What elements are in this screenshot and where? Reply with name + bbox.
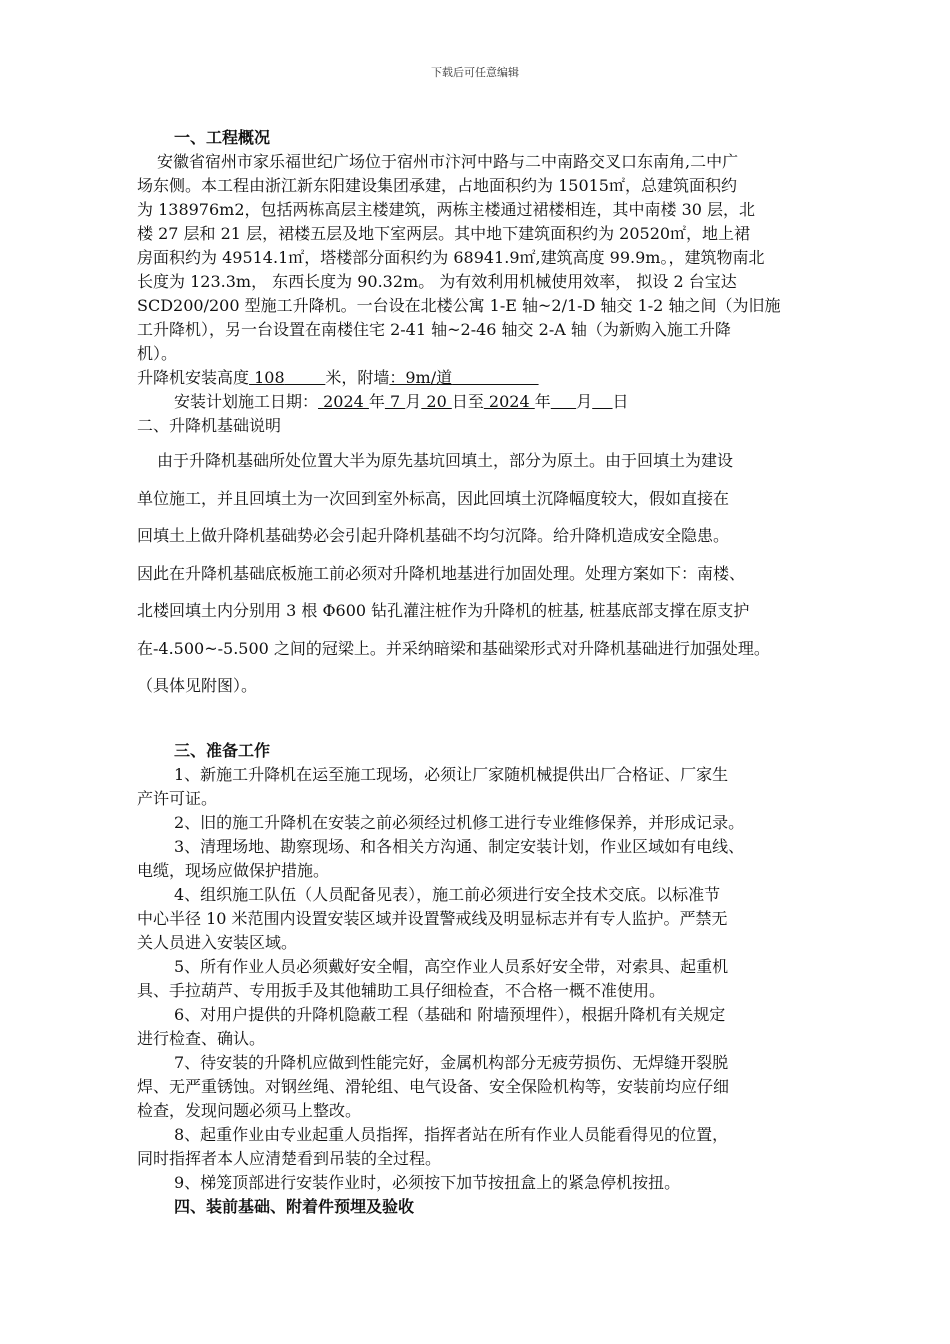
paragraph-line: 长度为 123.3m， 东西长度为 90.32m。 为有效利用机械使用效率， 拟设 2 台宝达 (137, 272, 737, 291)
list-item (137, 1051, 852, 1123)
paragraph-line: 北楼回填土内分别用 3 根 Φ600 钻孔灌注桩作为升降机的桩基, 桩基底部支撑在原支护 (137, 601, 750, 620)
month-label: 月 (405, 392, 422, 411)
list-item-line: 4、组织施工队伍（人员配备见表），施工前必须进行安全技术交底。以标准节 (174, 884, 721, 904)
list-item-line: 2、旧的施工升降机在安装之前必须经过机修工进行专业维修保养，并形成记录。 (174, 812, 745, 832)
install-height-line (137, 366, 852, 390)
paragraph-line: 楼 27 层和 21 层，裙楼五层及地下室两层。其中地下建筑面积约为 20520㎡，地上裙 (137, 224, 751, 243)
list-item-line: 中心半径 10 米范围内设置安装区域并设置警戒线及明显标志并有专人监护。严禁无 (137, 908, 728, 928)
day-to-label: 日至 (451, 392, 484, 411)
list-item (137, 1171, 852, 1195)
paragraph-line: 回填土上做升降机基础势必会引起升降机基础不均匀沉降。给升降机造成安全隐患。 (137, 526, 730, 545)
list-item-line: 5、所有作业人员必须戴好安全帽，高空作业人员系好安全带，对索具、起重机 (174, 956, 729, 976)
list-item-line: 电缆，现场应做保护措施。 (137, 860, 330, 880)
section3-heading: 三、准备工作 (174, 740, 271, 760)
list-item-line: 同时指挥者本人应清楚看到吊装的全过程。 (137, 1148, 442, 1168)
list-item (137, 1003, 852, 1051)
paragraph-line: 房面积约为 49514.1㎡，塔楼部分面积约为 68941.9㎡,建筑高度 99.9m。，建筑物南北 (137, 248, 765, 267)
paragraph-line: 单位施工，并且回填土为一次回到室外标高，因此回填土沉降幅度较大，假如直接在 (137, 488, 730, 508)
header-note: 下载后可任意编辑 (431, 66, 519, 79)
install-height-value: 108 (249, 368, 285, 387)
year-label: 年 (534, 392, 551, 411)
end-month-blank (551, 392, 576, 411)
day-label: 日 (612, 392, 629, 411)
section1-heading: 一、工程概况 (174, 128, 271, 147)
paragraph-line: 因此在升降机基础底板施工前必须对升降机地基进行加固处理。处理方案如下：南楼、 (137, 563, 746, 583)
list-item-line: 1、新施工升降机在运至施工现场，必须让厂家随机械提供出厂合格证、厂家生 (174, 764, 729, 784)
end-year: 2024 (483, 392, 535, 411)
section2-heading: 二、升降机基础说明 (137, 416, 282, 435)
start-month: 7 (384, 392, 406, 411)
preparation-list (137, 763, 852, 1195)
install-height-unit: 米，附墙 (325, 368, 390, 387)
list-item-line: 具、手拉葫芦、专用扳手及其他辅助工具仔细检查，不合格一概不准使用。 (137, 980, 666, 1000)
year-label: 年 (368, 392, 385, 411)
list-item-line: 6、对用户提供的升降机隐蔽工程（基础和 附墙预埋件），根据升降机有关规定 (174, 1004, 726, 1024)
list-item-line: 7、待安装的升降机应做到性能完好，金属机构部分无疲劳损伤、无焊缝开裂脱 (174, 1052, 729, 1072)
end-day-blank (592, 392, 612, 411)
list-item (137, 835, 852, 883)
list-item-line: 检查，发现问题必须马上整改。 (137, 1100, 362, 1120)
install-height-label: 升降机安装高度 (137, 368, 250, 387)
paragraph-line: 机）。 (137, 344, 178, 363)
paragraph-line: （具体见附图）。 (137, 676, 258, 695)
list-item (137, 883, 852, 955)
paragraph-line: 场东侧。本工程由浙江新东阳建设集团承建，占地面积约为 15015㎡，总建筑面积约 (137, 176, 737, 195)
list-item (137, 763, 852, 811)
paragraph-line: 在-4.500~-5.500 之间的冠梁上。并采纳暗梁和基础梁形式对升降机基础进行加强处理。 (137, 638, 770, 658)
start-year: 2024 (318, 392, 369, 411)
document-body (137, 126, 852, 1219)
install-plan-label: 安装计划施工日期： (174, 392, 319, 411)
paragraph-line: 由于升降机基础所处位置大半为原先基坑回填土，部分为原土。由于回填土为建设 (157, 451, 734, 470)
section1-paragraph (137, 150, 852, 366)
paragraph-line: SCD200/200 型施工升降机。一台设在北楼公寓 1-E 轴~2/1-D 轴交 1-2 轴之间（为旧施 (137, 296, 781, 315)
section2-paragraph (137, 442, 852, 705)
paragraph-line: 安徽省宿州市家乐福世纪广场位于宿州市汴河中路与二中南路交叉口东南角,二中广 (157, 152, 739, 171)
list-item-line: 9、梯笼顶部进行安装作业时，必须按下加节按扭盒上的紧急停机按扭。 (174, 1172, 681, 1192)
list-item-line: 3、清理场地、勘察现场、和各相关方沟通、制定安装计划，作业区域如有电线、 (174, 836, 745, 856)
list-item (137, 1123, 852, 1171)
wall-spacing-value: ：9m/道 (389, 368, 453, 387)
list-item-line: 产许可证。 (137, 788, 218, 808)
list-item (137, 955, 852, 1003)
paragraph-line: 为 138976m2，包括两栋高层主楼建筑，两栋主楼通过裙楼相连，其中南楼 30 层，北 (137, 200, 756, 219)
month-label: 月 (576, 392, 593, 411)
paragraph-line: 工升降机），另一台设置在南楼住宅 2-41 轴~2-46 轴交 2-A 轴（为新购入施工升降 (137, 320, 731, 339)
list-item-line: 进行检查、确认。 (137, 1028, 266, 1048)
start-day: 20 (421, 392, 452, 411)
list-item (137, 811, 852, 835)
list-item-line: 焊、无严重锈蚀。对钢丝绳、滑轮组、电气设备、安全保险机构等，安装前均应仔细 (137, 1076, 730, 1096)
list-item-line: 关人员进入安装区域。 (137, 932, 298, 952)
install-plan-date-line (137, 390, 852, 414)
list-item-line: 8、起重作业由专业起重人员指挥，指挥者站在所有作业人员能看得见的位置， (174, 1124, 729, 1144)
section4-heading: 四、装前基础、附着件预埋及验收 (174, 1196, 415, 1216)
